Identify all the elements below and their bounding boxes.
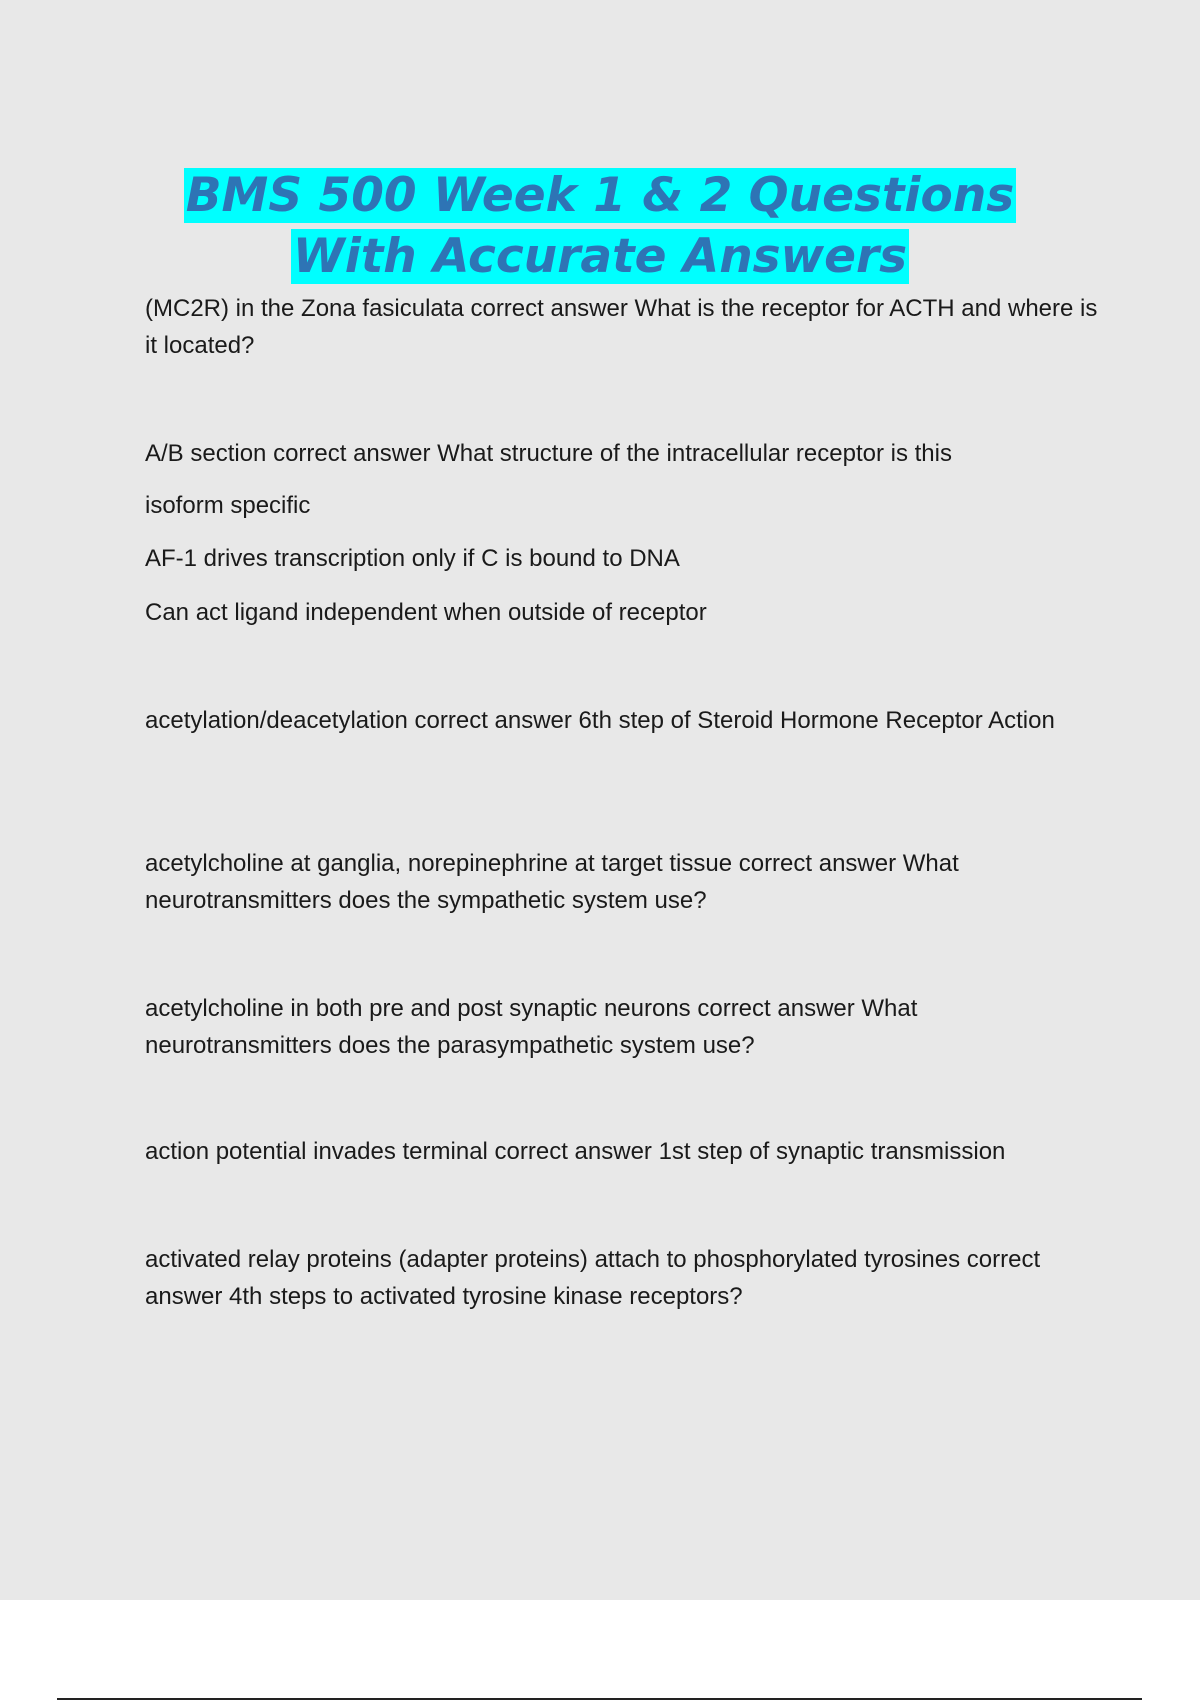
qa-paragraph: Can act ligand independent when outside of receptor [145, 599, 707, 626]
document-title-line1: BMS 500 Week 1 & 2 Questions [185, 168, 1015, 223]
qa-paragraph: (MC2R) in the Zona fasiculata correct answer What is the receptor for ACTH and where is it located? [145, 295, 1098, 359]
qa-paragraph: acetylation/deacetylation correct answer 6th step of Steroid Hormone Receptor Action [145, 707, 1055, 734]
document-title [100, 165, 1100, 287]
qa-paragraph: isoform specific [145, 492, 311, 519]
document-title-line2: With Accurate Answers [292, 229, 908, 284]
qa-paragraph: acetylcholine at ganglia, norepinephrine at target tissue correct answer What neurotransmitters does the sympathetic system use? [145, 850, 959, 914]
qa-paragraph: AF-1 drives transcription only if C is bound to DNA [145, 545, 680, 572]
qa-paragraph: A/B section correct answer What structure of the intracellular receptor is this [145, 440, 952, 467]
qa-paragraph: activated relay proteins (adapter proteins) attach to phosphorylated tyrosines correct answer 4th steps to activated tyrosine kinase receptors? [145, 1246, 1041, 1310]
qa-paragraph: acetylcholine in both pre and post synaptic neurons correct answer What neurotransmitters does the parasympathetic system use? [145, 995, 918, 1059]
qa-paragraph: action potential invades terminal correct answer 1st step of synaptic transmission [145, 1138, 1006, 1165]
